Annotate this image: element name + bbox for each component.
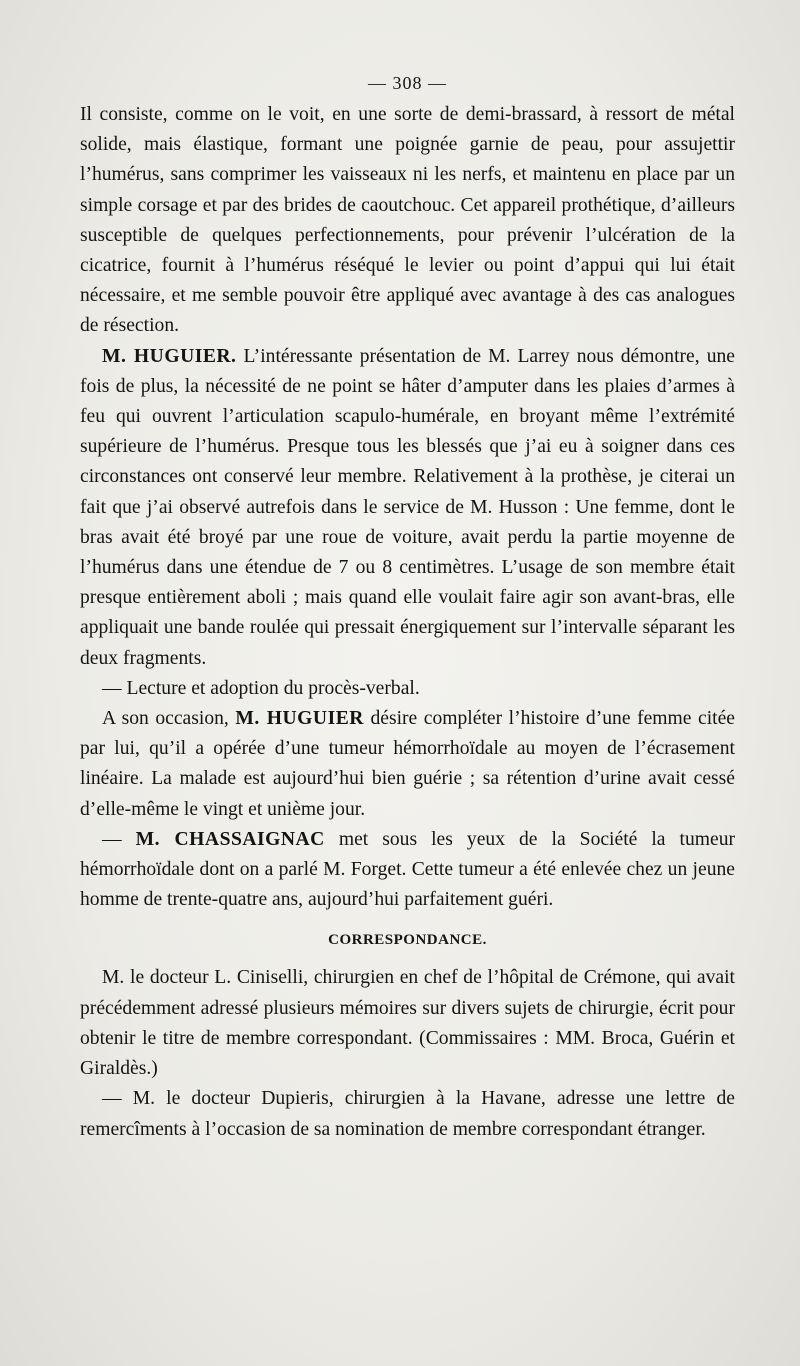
text-column <box>80 68 735 1145</box>
paragraph-ciniselli-letter: M. le docteur L. Ciniselli, chirurgien en chef de l’hôpital de Crémone, qui avait précédemment adressé plusieurs mémoires sur divers sujets de chirurgie, écrit pour obtenir le titre de membre correspondant. (Commissaires : MM. Broca, Guérin et Giraldès.) <box>80 967 735 1080</box>
page-number: — 308 — <box>368 73 447 93</box>
paragraph-prosthesis-description: Il consiste, comme on le voit, en une sorte de demi-brassard, à ressort de métal solide, mais élastique, formant une poignée garnie de peau, pour assujettir l’humérus, sans comprimer les vaisseaux ni les nerfs, et maintenu en place par un simple corsage et par des brides de caoutchouc. Cet appareil prothétique, d’ailleurs susceptible de quelques perfectionnements, pour prévenir l’ulcération de la cicatrice, fournit à l’humérus réséqué le levier ou point d’appui qui lui était nécessaire, et me semble pouvoir être appliqué avec avantage à des cas analogues de résection. <box>80 104 735 337</box>
paragraph-text: L’intéressante présentation de M. Larrey nous démontre, une fois de plus, la nécessité de ne point se hâter d’amputer dans les plaies d’armes à feu qui ouvrent l’articulation scapulo-humérale, en broyant même l’extrémité supérieure de l’humérus. Presque tous les blessés que j’ai eu à soigner dans ces circonstances ont conservé leur membre. Relativement à la prothèse, je citerai un fait que j’ai observé autrefois dans le service de M. Husson : Une femme, dont le bras avait été broyé par une roue de voiture, avait perdu la partie moyenne de l’humérus dans une étendue de 7 ou 8 centimètres. L’usage de son membre était presque entièrement aboli ; mais quand elle voulait faire agir son avant-bras, elle appliquait une bande roulée qui pressait énergiquement sur l’intervalle séparant les deux fragments. <box>80 345 735 669</box>
paragraph-dash: — <box>102 828 136 850</box>
section-heading-correspondance: CORRESPONDANCE. <box>328 932 487 949</box>
paragraph-huguier-addendum <box>80 704 735 825</box>
speaker-name: M. HUGUIER. <box>102 345 237 367</box>
speaker-name: M. CHASSAIGNAC <box>135 828 325 850</box>
paragraph-text: désire compléter l’histoire d’une femme citée par lui, qu’il a opérée d’une tumeur hémorrhoïdale au moyen de l’écrasement linéaire. La malade est aujourd’hui bien guérie ; sa rétention d’urine avait cessé d’elle-même le vingt et unième jour. <box>80 708 735 820</box>
paragraph-huguier-remarks <box>80 342 735 674</box>
paragraph-minutes-adoption: — Lecture et adoption du procès-verbal. <box>102 677 420 699</box>
paragraph-text-lead: A son occasion, <box>102 708 236 730</box>
paragraph-chassaignac-tumor <box>80 825 735 916</box>
speaker-name: M. HUGUIER <box>235 708 364 730</box>
paragraph-dupieris-letter: — M. le docteur Dupieris, chirurgien à la Havane, adresse une lettre de remercîments à l’occasion de sa nomination de membre correspondant étranger. <box>80 1088 735 1140</box>
paragraph-text: met sous les yeux de la Société la tumeur hémorrhoïdale dont on a parlé M. Forget. Cette tumeur a été enlevée chez un jeune homme de trente-quatre ans, aujourd’hui parfaitement guéri. <box>80 828 736 911</box>
